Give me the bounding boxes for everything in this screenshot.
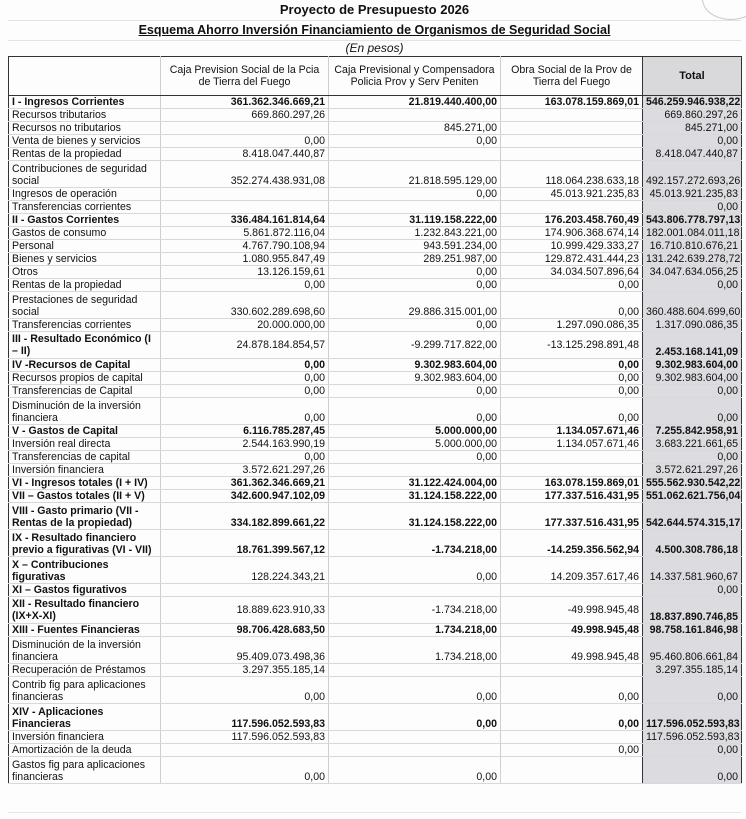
table-row	[9, 96, 742, 109]
table-row	[9, 530, 742, 557]
cell-obra-social	[501, 664, 643, 677]
table-row	[9, 266, 742, 279]
row-label: IV -Recursos de Capital	[9, 359, 161, 372]
cell-obra-social: 176.203.458.760,49	[501, 214, 643, 227]
cell-caja-policia: 9.302.983.604,00	[329, 372, 501, 385]
cell-caja-policia: 0,00	[329, 451, 501, 464]
cell-total: 4.500.308.786,18	[643, 530, 742, 557]
cell-caja-prevision: 8.418.047.440,87	[161, 148, 329, 161]
row-label: Venta de bienes y servicios	[9, 135, 161, 148]
table-row	[9, 398, 742, 425]
cell-total: 117.596.052.593,83	[643, 731, 742, 744]
table-row	[9, 477, 742, 490]
cell-caja-prevision: 24.878.184.854,57	[161, 332, 329, 359]
table-row	[9, 332, 742, 359]
cell-obra-social: -14.259.356.562,94	[501, 530, 643, 557]
row-label: Gastos de consumo	[9, 227, 161, 240]
cell-caja-prevision: 3.572.621.297,26	[161, 464, 329, 477]
cell-caja-prevision: 0,00	[161, 677, 329, 704]
cell-obra-social	[501, 464, 643, 477]
cell-caja-policia: 1.734.218,00	[329, 624, 501, 637]
cell-caja-policia	[329, 148, 501, 161]
cell-caja-prevision: 330.602.289.698,60	[161, 292, 329, 319]
row-label: Transferencias corrientes	[9, 201, 161, 214]
cell-caja-policia: 0,00	[329, 677, 501, 704]
cell-obra-social: 0,00	[501, 359, 643, 372]
cell-total: 1.317.090.086,35	[643, 319, 742, 332]
cell-total: 16.710.810.676,21	[643, 240, 742, 253]
cell-caja-prevision: 669.860.297,26	[161, 109, 329, 122]
column-header-obra-social: Obra Social de la Prov de Tierra del Fuego	[501, 57, 643, 96]
cell-caja-policia: 943.591.234,00	[329, 240, 501, 253]
table-row	[9, 503, 742, 530]
row-label: Personal	[9, 240, 161, 253]
cell-obra-social: 1.134.057.671,46	[501, 438, 643, 451]
cell-total: 3.297.355.185,14	[643, 664, 742, 677]
divider	[8, 812, 741, 813]
cell-total: 555.562.930.542,22	[643, 477, 742, 490]
unit-note: (En pesos)	[8, 40, 741, 57]
cell-caja-policia: 21.819.440.400,00	[329, 96, 501, 109]
row-label: Transferencias corrientes	[9, 319, 161, 332]
row-label: Inversión financiera	[9, 464, 161, 477]
cell-total: 9.302.983.604,00	[643, 359, 742, 372]
table-row	[9, 451, 742, 464]
cell-caja-policia: 5.000.000,00	[329, 438, 501, 451]
cell-caja-prevision: 336.484.161.814,64	[161, 214, 329, 227]
cell-obra-social: 14.209.357.617,46	[501, 557, 643, 584]
cell-caja-policia: 0,00	[329, 135, 501, 148]
cell-caja-prevision: 20.000.000,00	[161, 319, 329, 332]
cell-caja-policia: 0,00	[329, 557, 501, 584]
cell-caja-prevision: 0,00	[161, 451, 329, 464]
cell-total: 7.255.842.958,91	[643, 425, 742, 438]
row-label: Recursos tributarios	[9, 109, 161, 122]
row-label: I - Ingresos Corrientes	[9, 96, 161, 109]
cell-caja-prevision: 0,00	[161, 385, 329, 398]
cell-caja-policia: 31.124.158.222,00	[329, 503, 501, 530]
cell-total: 0,00	[643, 677, 742, 704]
cell-obra-social: 0,00	[501, 292, 643, 319]
cell-caja-prevision: 128.224.343,21	[161, 557, 329, 584]
table-row	[9, 253, 742, 266]
cell-total: 0,00	[643, 385, 742, 398]
cell-total: 0,00	[643, 451, 742, 464]
cell-caja-prevision: 1.080.955.847,49	[161, 253, 329, 266]
row-label: IX - Resultado financiero previo a figurativas (VI - VII)	[9, 530, 161, 557]
row-label: II - Gastos Corrientes	[9, 214, 161, 227]
cell-caja-policia: 0,00	[329, 279, 501, 292]
cell-obra-social: -49.998.945,48	[501, 597, 643, 624]
table-row	[9, 135, 742, 148]
cell-caja-prevision	[161, 201, 329, 214]
table-row	[9, 438, 742, 451]
cell-total: 669.860.297,26	[643, 109, 742, 122]
cell-obra-social	[501, 109, 643, 122]
row-label: Rentas de la propiedad	[9, 279, 161, 292]
cell-total: 182.001.084.011,18	[643, 227, 742, 240]
row-label: Gastos fig para aplicaciones financieras	[9, 757, 161, 784]
cell-total: 542.644.574.315,17	[643, 503, 742, 530]
cell-total: 98.758.161.846,98	[643, 624, 742, 637]
table-row	[9, 279, 742, 292]
cell-total: 0,00	[643, 135, 742, 148]
cell-caja-policia: 0,00	[329, 704, 501, 731]
cell-caja-prevision: 98.706.428.683,50	[161, 624, 329, 637]
cell-obra-social: 0,00	[501, 385, 643, 398]
cell-caja-policia	[329, 664, 501, 677]
table-row	[9, 201, 742, 214]
cell-total: 95.460.806.661,84	[643, 637, 742, 664]
cell-obra-social: 177.337.516.431,95	[501, 490, 643, 503]
cell-caja-policia	[329, 464, 501, 477]
row-label: Transferencias de capital	[9, 451, 161, 464]
cell-caja-policia: 289.251.987,00	[329, 253, 501, 266]
document-title: Proyecto de Presupuesto 2026	[8, 0, 741, 21]
cell-caja-prevision	[161, 122, 329, 135]
cell-total: 117.596.052.593,83	[643, 704, 742, 731]
cell-caja-policia: 845.271,00	[329, 122, 501, 135]
table-row	[9, 731, 742, 744]
table-row	[9, 109, 742, 122]
cell-obra-social	[501, 201, 643, 214]
table-row	[9, 677, 742, 704]
column-header-caja-prevision: Caja Prevision Social de la Pcia de Tierra del Fuego	[161, 57, 329, 96]
table-row	[9, 359, 742, 372]
cell-total: 360.488.604.699,60	[643, 292, 742, 319]
table-header-row	[9, 57, 742, 96]
cell-caja-policia: 0,00	[329, 266, 501, 279]
cell-caja-prevision: 0,00	[161, 359, 329, 372]
row-label: X – Contribuciones figurativas	[9, 557, 161, 584]
cell-caja-policia: 31.124.158.222,00	[329, 490, 501, 503]
cell-caja-policia	[329, 584, 501, 597]
row-label: Recursos propios de capital	[9, 372, 161, 385]
cell-caja-prevision: 95.409.073.498,36	[161, 637, 329, 664]
cell-caja-policia: 31.122.424.004,00	[329, 477, 501, 490]
table-row	[9, 148, 742, 161]
row-label: Recuperación de Préstamos	[9, 664, 161, 677]
cell-caja-policia: 0,00	[329, 757, 501, 784]
row-label: Contrib fig para aplicaciones financieras	[9, 677, 161, 704]
cell-caja-policia: 0,00	[329, 398, 501, 425]
cell-total: 9.302.983.604,00	[643, 372, 742, 385]
table-row	[9, 385, 742, 398]
cell-total: 45.013.921.235,83	[643, 188, 742, 201]
cell-total: 2.453.168.141,09	[643, 332, 742, 359]
cell-total: 3.572.621.297,26	[643, 464, 742, 477]
cell-obra-social	[501, 148, 643, 161]
cell-caja-policia: 29.886.315.001,00	[329, 292, 501, 319]
cell-total: 0,00	[643, 279, 742, 292]
row-label: XII - Resultado financiero (IX+X-XI)	[9, 597, 161, 624]
cell-obra-social: 34.034.507.896,64	[501, 266, 643, 279]
table-body	[9, 96, 742, 784]
cell-caja-policia: -1.734.218,00	[329, 597, 501, 624]
cell-total: 3.683.221.661,65	[643, 438, 742, 451]
cell-obra-social: 177.337.516.431,95	[501, 503, 643, 530]
row-label: Transferencias de Capital	[9, 385, 161, 398]
cell-total: 131.242.639.278,72	[643, 253, 742, 266]
row-label: Otros	[9, 266, 161, 279]
row-label: Contribuciones de seguridad social	[9, 161, 161, 188]
cell-obra-social: 0,00	[501, 398, 643, 425]
row-label: VIII - Gasto primario (VII - Rentas de la propiedad)	[9, 503, 161, 530]
cell-caja-prevision: 342.600.947.102,09	[161, 490, 329, 503]
cell-obra-social	[501, 451, 643, 464]
table-row	[9, 425, 742, 438]
cell-total: 14.337.581.960,67	[643, 557, 742, 584]
cell-caja-prevision: 13.126.159,61	[161, 266, 329, 279]
cell-caja-prevision	[161, 188, 329, 201]
table-row	[9, 490, 742, 503]
cell-caja-prevision	[161, 584, 329, 597]
cell-obra-social: 118.064.238.633,18	[501, 161, 643, 188]
cell-caja-policia: 0,00	[329, 385, 501, 398]
cell-obra-social: 1.134.057.671,46	[501, 425, 643, 438]
cell-obra-social: 163.078.159.869,01	[501, 477, 643, 490]
table-row	[9, 664, 742, 677]
cell-caja-prevision: 0,00	[161, 398, 329, 425]
cell-caja-prevision: 361.362.346.669,21	[161, 477, 329, 490]
cell-total: 8.418.047.440,87	[643, 148, 742, 161]
row-label: Inversión real directa	[9, 438, 161, 451]
cell-caja-prevision: 5.861.872.116,04	[161, 227, 329, 240]
cell-caja-policia	[329, 201, 501, 214]
cell-caja-prevision: 18.889.623.910,33	[161, 597, 329, 624]
cell-obra-social	[501, 757, 643, 784]
table-row	[9, 188, 742, 201]
row-label: V - Gastos de Capital	[9, 425, 161, 438]
cell-caja-policia	[329, 731, 501, 744]
cell-caja-policia	[329, 744, 501, 757]
cell-obra-social	[501, 584, 643, 597]
cell-total: 18.837.890.746,85	[643, 597, 742, 624]
table-row	[9, 161, 742, 188]
cell-obra-social	[501, 122, 643, 135]
cell-total: 0,00	[643, 201, 742, 214]
cell-caja-prevision: 0,00	[161, 372, 329, 385]
row-label: Inversión financiera	[9, 731, 161, 744]
cell-total: 0,00	[643, 757, 742, 784]
budget-table	[8, 56, 742, 784]
cell-caja-prevision: 2.544.163.990,19	[161, 438, 329, 451]
cell-total: 543.806.778.797,13	[643, 214, 742, 227]
cell-obra-social: 0,00	[501, 372, 643, 385]
cell-obra-social: 49.998.945,48	[501, 624, 643, 637]
cell-caja-prevision: 0,00	[161, 279, 329, 292]
table-row	[9, 227, 742, 240]
cell-obra-social: -13.125.298.891,48	[501, 332, 643, 359]
cell-caja-policia: 31.119.158.222,00	[329, 214, 501, 227]
row-label: Rentas de la propiedad	[9, 148, 161, 161]
table-row	[9, 240, 742, 253]
cell-obra-social: 163.078.159.869,01	[501, 96, 643, 109]
row-label: Disminución de la inversión financiera	[9, 637, 161, 664]
cell-caja-prevision: 4.767.790.108,94	[161, 240, 329, 253]
table-row	[9, 292, 742, 319]
cell-caja-prevision: 352.274.438.931,08	[161, 161, 329, 188]
cell-caja-policia: -1.734.218,00	[329, 530, 501, 557]
cell-obra-social: 174.906.368.674,14	[501, 227, 643, 240]
cell-caja-prevision: 0,00	[161, 757, 329, 784]
table-row	[9, 597, 742, 624]
cell-total: 0,00	[643, 744, 742, 757]
table-row	[9, 744, 742, 757]
column-header-caja-policia: Caja Previsional y Compensadora Policia Prov y Serv Peniten	[329, 57, 501, 96]
cell-total: 845.271,00	[643, 122, 742, 135]
row-label: XIV - Aplicaciones Financieras	[9, 704, 161, 731]
cell-total: 546.259.946.938,22	[643, 96, 742, 109]
row-label: Recursos no tributarios	[9, 122, 161, 135]
cell-total: 492.157.272.693,26	[643, 161, 742, 188]
row-label: XIII - Fuentes Financieras	[9, 624, 161, 637]
cell-caja-policia: 5.000.000,00	[329, 425, 501, 438]
cell-caja-prevision: 6.116.785.287,45	[161, 425, 329, 438]
cell-caja-policia: -9.299.717.822,00	[329, 332, 501, 359]
document-subtitle: Esquema Ahorro Inversión Financiamiento de Organismos de Seguridad Social	[8, 20, 741, 41]
cell-caja-policia: 1.734.218,00	[329, 637, 501, 664]
cell-total: 34.047.634.056,25	[643, 266, 742, 279]
cell-obra-social: 0,00	[501, 677, 643, 704]
cell-obra-social: 10.999.429.333,27	[501, 240, 643, 253]
cell-caja-prevision: 117.596.052.593,83	[161, 731, 329, 744]
cell-obra-social: 1.297.090.086,35	[501, 319, 643, 332]
row-label: Ingresos de operación	[9, 188, 161, 201]
cell-caja-policia: 9.302.983.604,00	[329, 359, 501, 372]
table-row	[9, 757, 742, 784]
cell-caja-policia: 21.818.595.129,00	[329, 161, 501, 188]
column-header-total: Total	[643, 57, 742, 96]
cell-obra-social: 0,00	[501, 279, 643, 292]
row-label: Disminución de la inversión financiera	[9, 398, 161, 425]
row-label: VII – Gastos totales (II + V)	[9, 490, 161, 503]
row-label: Amortización de la deuda	[9, 744, 161, 757]
cell-caja-prevision: 0,00	[161, 135, 329, 148]
table-row	[9, 704, 742, 731]
table-row	[9, 122, 742, 135]
cell-caja-prevision: 334.182.899.661,22	[161, 503, 329, 530]
cell-obra-social: 0,00	[501, 704, 643, 731]
table-row	[9, 464, 742, 477]
cell-caja-policia: 1.232.843.221,00	[329, 227, 501, 240]
table-row	[9, 214, 742, 227]
cell-caja-prevision: 3.297.355.185,14	[161, 664, 329, 677]
cell-obra-social	[501, 135, 643, 148]
table-row	[9, 637, 742, 664]
row-label: VI - Ingresos totales (I + IV)	[9, 477, 161, 490]
table-row	[9, 624, 742, 637]
cell-caja-policia: 0,00	[329, 188, 501, 201]
cell-obra-social	[501, 731, 643, 744]
cell-obra-social: 49.998.945,48	[501, 637, 643, 664]
row-label: Prestaciones de seguridad social	[9, 292, 161, 319]
cell-obra-social: 0,00	[501, 744, 643, 757]
cell-total: 0,00	[643, 398, 742, 425]
cell-caja-prevision	[161, 744, 329, 757]
row-label: XI – Gastos figurativos	[9, 584, 161, 597]
cell-total: 551.062.621.756,04	[643, 490, 742, 503]
cell-caja-prevision: 117.596.052.593,83	[161, 704, 329, 731]
cell-caja-policia	[329, 109, 501, 122]
cell-caja-prevision: 361.362.346.669,21	[161, 96, 329, 109]
cell-caja-prevision: 18.761.399.567,12	[161, 530, 329, 557]
row-label: III - Resultado Económico (I – II)	[9, 332, 161, 359]
cell-obra-social: 129.872.431.444,23	[501, 253, 643, 266]
table-row	[9, 372, 742, 385]
table-row	[9, 319, 742, 332]
row-label: Bienes y servicios	[9, 253, 161, 266]
cell-caja-policia: 0,00	[329, 319, 501, 332]
table-row	[9, 584, 742, 597]
column-header-concept	[9, 57, 161, 96]
cell-total: 0,00	[643, 584, 742, 597]
table-row	[9, 557, 742, 584]
cell-obra-social: 45.013.921.235,83	[501, 188, 643, 201]
